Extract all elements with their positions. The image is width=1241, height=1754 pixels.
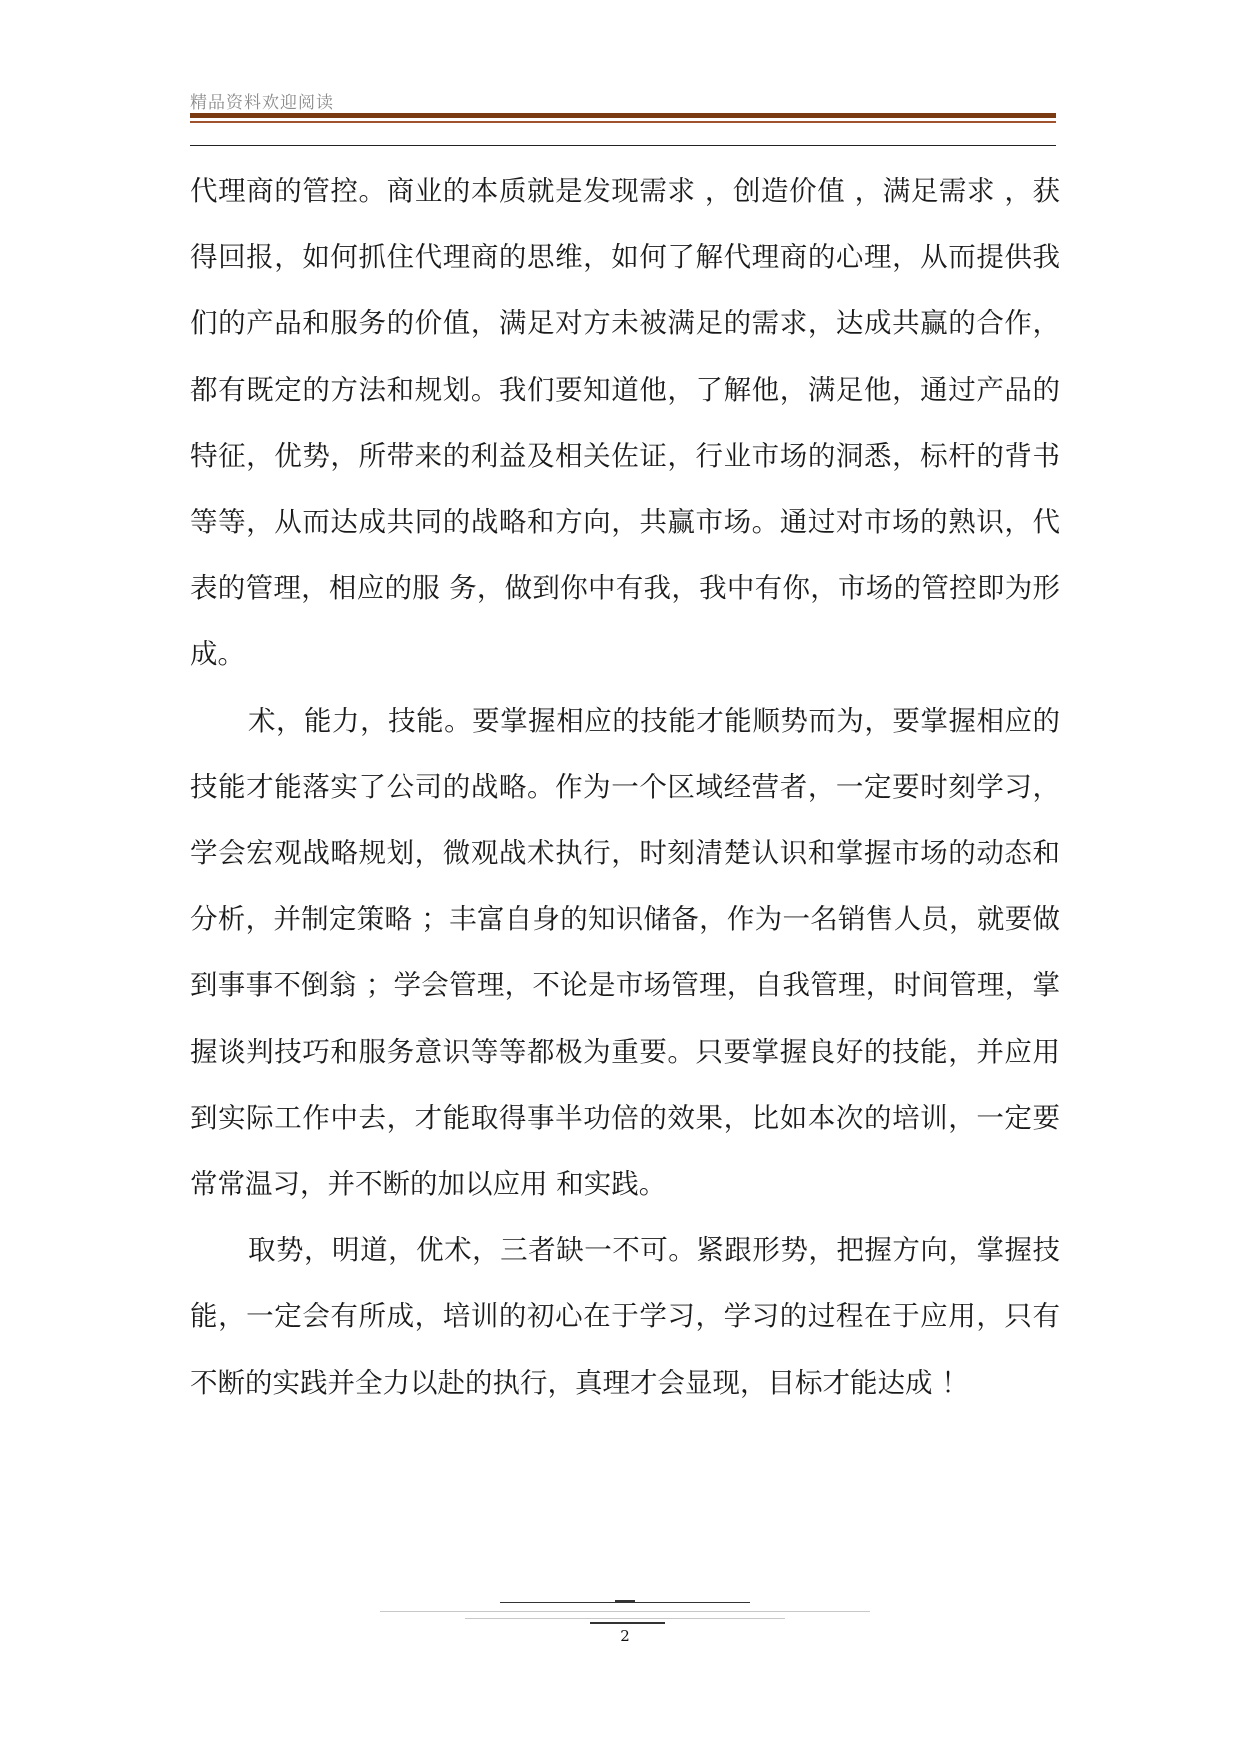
- footer-rule: [500, 1602, 750, 1603]
- header-rule-black: [190, 145, 1056, 146]
- body-paragraph: 术，能力，技能。要掌握相应的技能才能顺势而为，要掌握相应的技能才能落实了公司的战略。作为一个区域经营者，一定要时刻学习，学会宏观战略规划，微观战术执行，时刻清楚认识和掌握市场的动态和分析，并制定策略 ；丰富自身的知识储备，作为一名销售人员，就要做到事事不倒翁 ；学会管理，不论是市场管理，自我管理，时间管理，掌握谈判技巧和服务意识等等都极为重要。只要掌握良好的技能，并应用到实际工作中去，才能取得事半功倍的效果，比如本次的培训，一定要常常温习，并不断的加以应用 和实践。: [190, 704, 1060, 1201]
- footer-rule: [380, 1611, 870, 1612]
- body-paragraph: 取势，明道，优术，三者缺一不可。紧跟形势，把握方向，掌握技能，一定会有所成，培训的初心在于学习，学习的过程在于应用，只有不断的实践并全力以赴的执行，真理才会显现，目标才能达成 ！: [190, 1234, 1060, 1399]
- page-header-text: 精品资料欢迎阅读: [190, 93, 334, 113]
- document-body: [190, 158, 1060, 1416]
- footer-rule-dash: [615, 1600, 635, 1602]
- page-number: 2: [620, 1627, 630, 1645]
- body-paragraph: 代理商的管控。商业的本质就是发现需求 ，创造价值 ，满足需求 ，获得回报，如何抓住代理商的思维，如何了解代理商的心理，从而提供我们的产品和服务的价值，满足对方未被满足的需求，达成共赢的合作，都有既定的方法和规划。我们要知道他，了解他，满足他，通过产品的特征，优势，所带来的利益及相关佐证，行业市场的洞悉，标杆的背书等等，从而达成共同的战略和方向，共赢市场。通过对市场的熟识，代表的管理，相应的服 务，做到你中有我，我中有你，市场的管控即为形成。: [190, 175, 1060, 671]
- footer-rule: [465, 1618, 785, 1619]
- header-rule-thin: [190, 121, 1056, 123]
- header-rule-thick: [190, 113, 1056, 118]
- footer-rule: [590, 1622, 665, 1624]
